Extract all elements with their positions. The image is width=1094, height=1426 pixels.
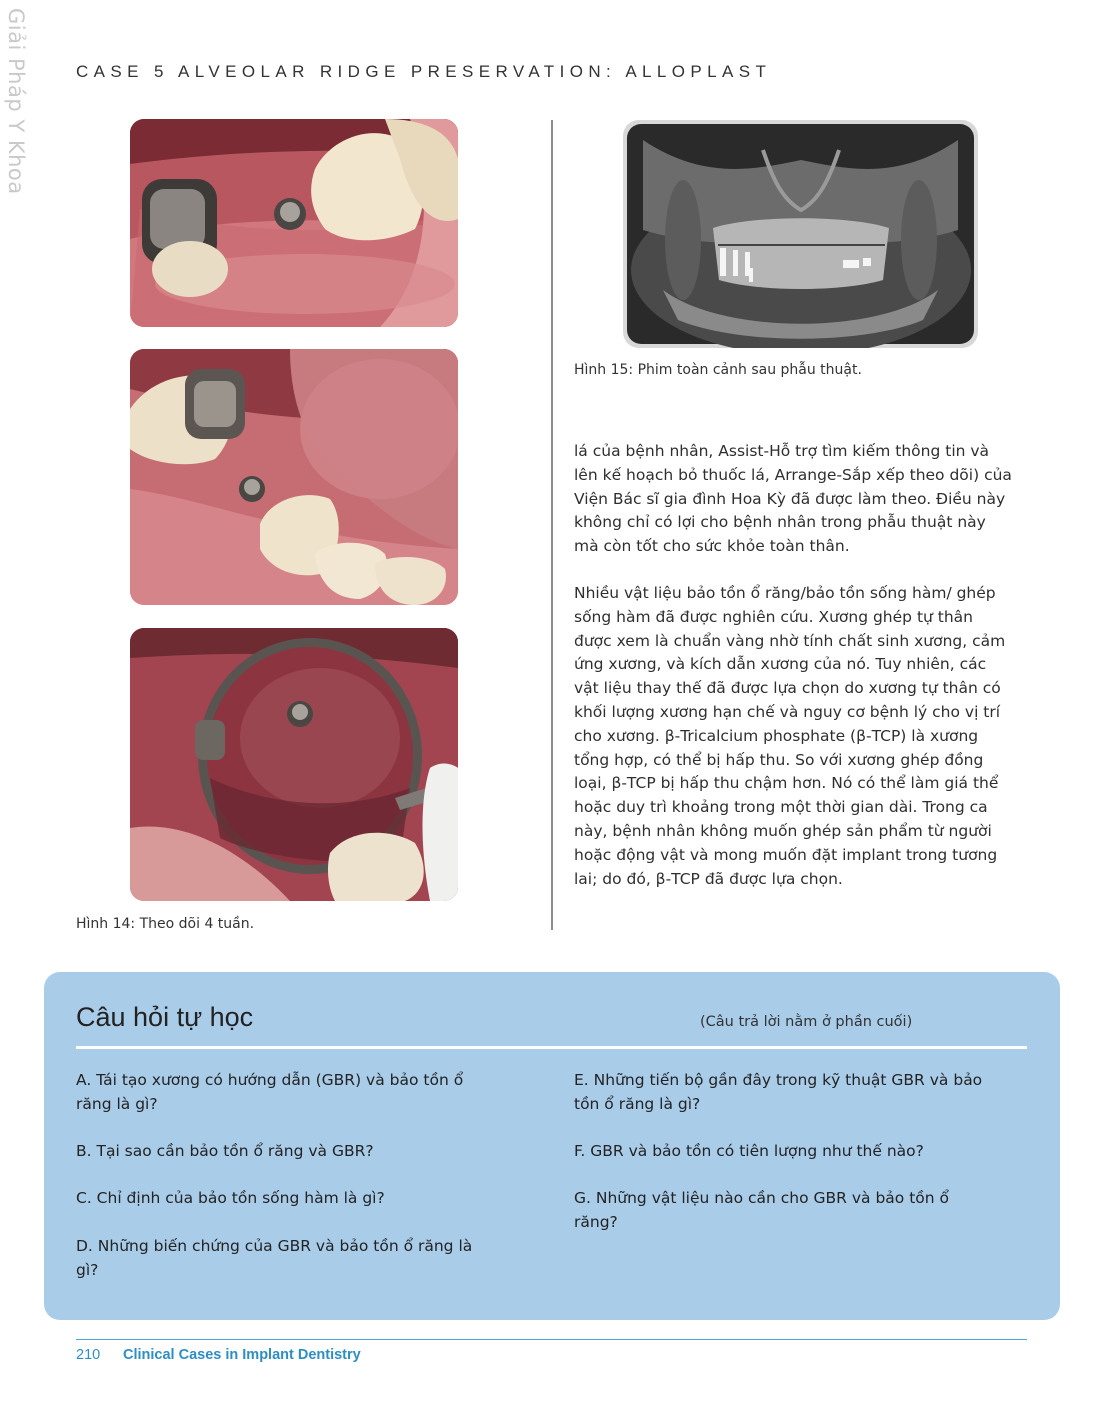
watermark-text: Giải Pháp Y Khoa: [4, 8, 28, 195]
column-divider: [551, 120, 553, 930]
question-item: F. GBR và bảo tồn có tiên lượng như thế nào?: [574, 1142, 924, 1160]
question-box-title: Câu hỏi tự học: [76, 1002, 254, 1032]
question-box-note: (Câu trả lời nằm ở phần cuối): [700, 1014, 913, 1030]
running-head: CASE 5 ALVEOLAR RIDGE PRESERVATION: ALLOPLAST: [76, 62, 772, 81]
figure-14-photo-buccal-view: [130, 349, 458, 605]
book-title: Clinical Cases in Implant Dentistry: [123, 1347, 361, 1363]
question-item: B. Tại sao cần bảo tồn ổ răng và GBR?: [76, 1142, 374, 1160]
question-item: D. Những biến chứng của GBR và bảo tồn ổ răng là gì?: [76, 1237, 473, 1279]
question-box-divider: [76, 1046, 1027, 1049]
figure-14-photo-mirror-view: [130, 628, 458, 901]
paragraph-2: Nhiều vật liệu bảo tồn ổ răng/bảo tồn sống hàm/ ghép sống hàm đã được nghiên cứu. Xương ghép tự thân được xem là chuẩn vàng nhờ tính chất sinh xương, cảm ứng xương, và kích dẫn xương của nó. Tuy nhiên, các vật liệu thay thế đã được lựa chọn do xương tự thân có khối lượng xương hạn chế và nguy cơ bệnh lý cho vị trí cho xương. β-Tricalcium phosphate (β-TCP) là xương tổng hợp, có thể bị hấp thu. So với xương ghép đồng loại, β-TCP bị hấp thu chậm hơn. Nó có thể làm giá thể hoặc duy trì khoảng trong một thời gian dài. Trong ca này, bệnh nhân không muốn ghép sản phẩm từ người hoặc động vật và mong muốn đặt implant trong tương lai; do đó, β-TCP đã được lựa chọn.: [574, 584, 1006, 888]
page-number: 210: [76, 1347, 101, 1363]
question-item: C. Chỉ định của bảo tồn sống hàm là gì?: [76, 1189, 385, 1207]
paragraph-1: lá của bệnh nhân, Assist-Hỗ trợ tìm kiếm thông tin và lên kế hoạch bỏ thuốc lá, Arrange-Sắp xếp theo dõi) của Viện Bác sĩ gia đình Hoa Kỳ đã được làm theo. Điều này không chỉ có lợi cho bệnh nhân trong phẫu thuật này mà còn tốt cho sức khỏe toàn thân.: [574, 442, 1012, 556]
question-item: G. Những vật liệu nào cần cho GBR và bảo tồn ổ răng?: [574, 1189, 950, 1231]
figure-14-caption: Hình 14: Theo dõi 4 tuần.: [76, 916, 255, 932]
question-item: E. Những tiến bộ gần đây trong kỹ thuật GBR và bảo tồn ổ răng là gì?: [574, 1071, 983, 1113]
figure-14-photo-occlusal-view: [130, 119, 458, 327]
figure-15-panoramic-xray: [623, 120, 978, 348]
footer-rule: [76, 1339, 1027, 1340]
question-item: A. Tái tạo xương có hướng dẫn (GBR) và bảo tồn ổ răng là gì?: [76, 1071, 464, 1113]
figure-15-caption: Hình 15: Phim toàn cảnh sau phẫu thuật.: [574, 362, 862, 378]
